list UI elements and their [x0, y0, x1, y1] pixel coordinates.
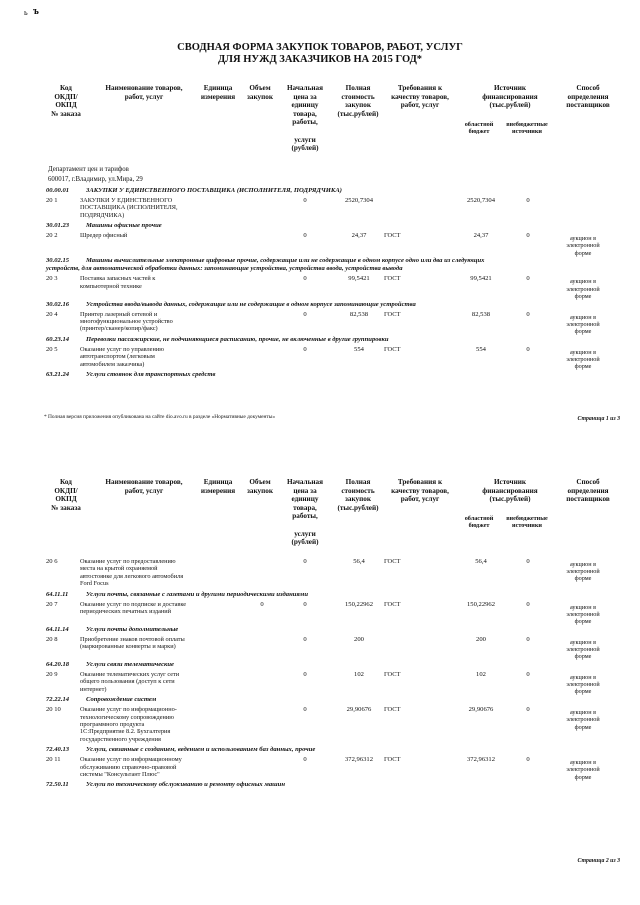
p2-item-name-line: обслуживанию справочно-правовой — [80, 763, 177, 771]
department-name — [48, 165, 248, 185]
p1-total: 2520,7304 — [344, 197, 374, 204]
p2-item-name-line: общего пользования (доступ к сети — [80, 678, 175, 686]
p1-col-method-line: определения — [567, 92, 609, 101]
p2-total: 200 — [354, 635, 364, 643]
p1-col-volume-line: закупок — [247, 92, 273, 101]
p1-col-method-line: поставщиков — [566, 101, 610, 110]
p2-col-method-line: Способ — [576, 478, 600, 486]
p2-order-number: 20 11 — [46, 756, 61, 764]
p2-col-name-line: работ, услуг — [124, 486, 164, 495]
p1-procurement-method-line: электронной — [566, 356, 600, 363]
p2-col-requirements — [384, 478, 456, 504]
p1-start-price: 0 — [303, 232, 307, 240]
p1-col-source-extra — [498, 121, 556, 135]
p1-col-total-line: закупок — [345, 101, 371, 110]
p1-regional-budget: 554 — [476, 345, 486, 353]
p2-procurement-method-line: электронной — [566, 716, 600, 724]
p1-section-title: Перевозки пассажирские, не подчиняющиеся расписанию, прочие, не включенные в другие группировки — [86, 335, 389, 343]
p1-okpd-code: 30.02.16 — [46, 300, 70, 308]
p2-item-name-line: Оказание услуг по предоставлению — [80, 558, 176, 565]
p2-item-name-line: технологическому сопровождению — [80, 713, 175, 721]
p2-order-number: 20 8 — [46, 635, 58, 643]
p2-col-volume-line: закупок — [247, 486, 273, 495]
p2-col-start-price-line: услуги — [294, 529, 316, 538]
p1-procurement-method — [553, 349, 613, 371]
p2-procurement-method-line: электронной — [566, 646, 600, 653]
p2-col-source-line: финансирования — [482, 486, 538, 495]
p1-procurement-method-line: электронной — [566, 285, 600, 293]
p1-extra-budget: 0 — [526, 345, 530, 353]
p2-okpd-code: 72.50.11 — [46, 781, 69, 789]
p1-item-name-line: (принтер/сканер/копир/факс) — [80, 325, 158, 333]
p1-procurement-method-line: аукцион в — [569, 348, 597, 356]
p1-col-source-regional — [459, 121, 499, 135]
department-name-line: 600017, г.Владимир, ул.Мира, 29 — [48, 176, 143, 183]
p2-okpd-code: 72.22.14 — [46, 696, 70, 704]
p2-procurement-method — [553, 561, 613, 583]
p1-total: 82,538 — [349, 310, 369, 318]
p2-order-number: 20 6 — [46, 558, 58, 565]
p2-item-name — [80, 671, 198, 693]
p2-item-name-line: государственного учреждения — [80, 735, 161, 743]
p1-col-method-line: Способ — [576, 84, 600, 92]
p2-col-method — [557, 478, 619, 504]
p1-col-code-line: № заказа — [51, 109, 81, 118]
p2-col-start-price — [280, 478, 330, 547]
p2-regional-budget: 150,22962 — [466, 600, 496, 608]
p2-extra-budget: 0 — [526, 706, 530, 714]
p2-col-code — [40, 478, 92, 512]
p1-col-source-extra-line: внебюджетные — [506, 121, 548, 128]
p1-order-number: 20 1 — [46, 197, 58, 204]
p1-item-name-line: Принтер лазерный сетевой и — [80, 310, 158, 318]
p2-extra-budget: 0 — [526, 671, 530, 678]
p1-extra-budget: 0 — [526, 275, 530, 283]
p2-col-source — [458, 478, 562, 504]
p1-item-name — [80, 232, 198, 239]
p2-procurement-method — [553, 639, 613, 661]
p1-section-title: Машины вычислительные электронные цифровые прочие, содержащие или не содержащие в одном корпусе одно или два из следующих — [86, 257, 485, 265]
p1-item-name-line: Шредер офисный — [80, 232, 128, 240]
p1-col-requirements-line: качеству товаров, — [391, 92, 449, 101]
department-name-line: Департамент цен и тарифов — [48, 166, 129, 173]
p2-item-name-line: Ford Focus — [80, 580, 109, 588]
p2-col-requirements-line: работ, услуг — [400, 495, 440, 504]
p2-total: 29,90676 — [346, 706, 372, 714]
p2-col-source-extra-line: источники — [512, 522, 542, 529]
p2-regional-budget: 372,96312 — [466, 756, 496, 764]
footnote: * Полная версия приложения опубликована на сайте dio.avo.ru в разделе «Нормативные документы» — [44, 414, 276, 420]
p2-procurement-method-line: форме — [574, 723, 592, 731]
p2-col-name — [92, 478, 196, 495]
p2-item-name — [80, 558, 198, 588]
p1-requirement: ГОСТ — [384, 345, 401, 353]
p1-regional-budget: 2520,7304 — [466, 197, 496, 204]
p2-col-start-price-line: (рублей) — [291, 538, 319, 547]
p1-procurement-method-line: аукцион в — [569, 235, 597, 243]
p1-col-start-price-line: работы, — [292, 118, 318, 127]
p1-item-name-line: многофункциональное устройство — [80, 318, 173, 325]
p2-procurement-method-line: электронной — [566, 610, 600, 618]
p2-extra-budget: 0 — [526, 600, 530, 608]
page-number: Страница 1 из 3 — [577, 416, 620, 422]
p1-col-name-line: Наименование товаров, — [105, 84, 183, 92]
p1-item-name-line: Поставка запасных частей к — [80, 275, 156, 283]
p2-section-title: Услуги почты дополнительные — [86, 625, 179, 633]
p1-okpd-code: 60.23.14 — [46, 335, 70, 343]
p2-item-name-line: 1С:Предприятие 8.2. Бухгалтерия — [80, 728, 171, 736]
p1-col-source-line: (тыс.рублей) — [489, 101, 531, 110]
p1-section-title: устройств, для автоматической обработки данных: запоминающие устройства, устройства ввода, устройства вывода — [46, 265, 403, 273]
p1-procurement-method-line: аукцион в — [569, 278, 597, 286]
p1-extra-budget: 0 — [526, 232, 530, 240]
p1-extra-budget: 0 — [526, 310, 530, 318]
p1-procurement-method — [553, 314, 613, 336]
p1-start-price: 0 — [303, 275, 307, 283]
p2-item-name-line: Оказание услуг по подписке и доставке — [80, 600, 187, 608]
p2-procurement-method-line: аукцион в — [569, 759, 597, 767]
p2-okpd-code: 72.40.13 — [46, 746, 70, 754]
p1-item-name — [80, 275, 198, 290]
p2-requirement: ГОСТ — [384, 756, 401, 764]
p1-item-name-line: компьютерной технике — [80, 282, 142, 290]
p1-item-name — [80, 346, 198, 368]
p2-procurement-method-line: электронной — [566, 568, 600, 576]
p2-col-total-line: закупок — [345, 495, 371, 504]
p2-col-total-line: Полная — [345, 478, 371, 486]
p1-item-name-line: ПОДРЯДЧИКА) — [80, 211, 125, 219]
p2-requirement: ГОСТ — [384, 558, 401, 565]
p2-procurement-method-line: форме — [574, 575, 592, 583]
p1-col-start-price-line: единицу — [291, 101, 319, 110]
p2-section-title: Услуги по техническому обслуживанию и ремонту офисных машин — [86, 781, 285, 789]
p2-start-price: 0 — [303, 706, 307, 714]
p1-regional-budget: 99,5421 — [470, 275, 492, 283]
p2-procurement-method-line: аукцион в — [569, 603, 597, 611]
p1-col-volume-line: Объем — [249, 84, 271, 92]
p1-col-source-regional-line: бюджет — [468, 128, 490, 135]
p2-item-name-line: Оказание услуг по информационному — [80, 756, 182, 764]
p1-item-name-line: ЗАКУПКИ У ЕДИНСТВЕННОГО — [80, 197, 173, 204]
p1-col-start-price-line: цена за — [293, 92, 317, 101]
p1-order-number: 20 2 — [46, 232, 58, 240]
p1-col-start-price-line: услуги — [294, 135, 316, 144]
p2-total: 150,22962 — [344, 600, 374, 608]
p1-col-requirements-line: Требования к — [397, 84, 443, 92]
p2-col-requirements-line: Требования к — [397, 478, 443, 486]
p1-item-name — [80, 311, 198, 333]
p2-okpd-code: 64.20.18 — [46, 661, 70, 668]
p2-section-title: Сопровождение систем — [86, 696, 157, 704]
p2-col-unit — [198, 478, 238, 495]
p2-procurement-method-line: аукцион в — [569, 674, 597, 681]
p1-requirement: ГОСТ — [384, 275, 401, 283]
p2-requirement: ГОСТ — [384, 671, 401, 678]
p1-col-name — [92, 84, 196, 101]
p1-col-code-line: ОКПД — [55, 101, 77, 110]
p1-procurement-method-line: форме — [574, 363, 592, 371]
p2-regional-budget: 102 — [476, 671, 486, 678]
p1-procurement-method-line: форме — [574, 249, 592, 257]
p2-order-number: 20 9 — [46, 671, 58, 678]
p2-col-source-regional-line: бюджет — [468, 522, 490, 529]
p2-item-name-line: периодических печатных изданий — [80, 608, 172, 615]
p1-total: 24,37 — [351, 232, 367, 240]
p2-col-code-line: Код — [60, 478, 72, 486]
p2-okpd-code: 64.11.14 — [46, 625, 69, 633]
p2-col-unit-line: Единица — [203, 478, 233, 486]
p2-col-volume-line: Объем — [249, 478, 271, 486]
p1-col-code-line: ОКДП/ — [54, 92, 78, 101]
p1-item-name-line: автомобилем заказчика) — [80, 360, 145, 368]
p2-col-start-price-line: единицу — [291, 495, 319, 504]
p2-item-name-line: автостоянке для легкового автомобиля — [80, 572, 184, 580]
p1-section-title: Устройства ввода/вывода данных, содержащие или не содержащие в одном корпусе запоминающие устройства — [86, 300, 416, 308]
p2-regional-budget: 29,90676 — [468, 706, 494, 714]
p2-item-name-line: системы "Консультант Плюс" — [80, 771, 160, 778]
p1-col-start-price — [280, 84, 330, 153]
p2-procurement-method-line: форме — [574, 618, 592, 625]
p1-procurement-method-line: форме — [574, 328, 592, 335]
document-title-line: СВОДНАЯ ФОРМА ЗАКУПОК ТОВАРОВ, РАБОТ, УСЛУГ — [177, 42, 463, 53]
p2-col-source-extra — [498, 515, 556, 529]
p2-col-method-line: определения — [567, 486, 609, 495]
p2-item-name-line: Приобретение знаков почтовой оплаты — [80, 635, 185, 643]
p2-col-code-line: ОКДП/ — [54, 486, 78, 495]
p1-col-start-price-line: товара, — [293, 109, 317, 118]
p1-item-name-line: ПОСТАВЩИКА (ИСПОЛНИТЕЛЯ, — [80, 204, 178, 212]
p2-requirement: ГОСТ — [384, 706, 401, 714]
p1-okpd-code: 30.01.23 — [46, 222, 70, 230]
p1-col-source-line: финансирования — [482, 92, 538, 101]
p2-item-name-line: интернет) — [80, 685, 107, 693]
p2-extra-budget: 0 — [526, 635, 530, 643]
p2-col-start-price-line: цена за — [293, 486, 317, 495]
corner-mark: ь — [24, 8, 28, 17]
p2-start-price: 0 — [303, 600, 307, 608]
p1-procurement-method — [553, 278, 613, 300]
p2-procurement-method-line: электронной — [566, 766, 600, 774]
p2-procurement-method-line: аукцион в — [569, 709, 597, 717]
p2-procurement-method-line: аукцион в — [569, 561, 597, 568]
p2-extra-budget: 0 — [526, 558, 530, 565]
p1-col-total-line: стоимость — [341, 92, 375, 101]
p2-col-name-line: Наименование товаров, — [105, 478, 183, 486]
p2-order-number: 20 7 — [46, 600, 58, 608]
p2-col-total-line: (тыс.рублей) — [337, 503, 379, 512]
p1-order-number: 20 4 — [46, 310, 58, 318]
p2-unit-value: 0 — [260, 600, 264, 608]
p2-item-name — [80, 636, 198, 651]
p2-col-start-price-line — [280, 521, 330, 530]
p1-start-price: 0 — [303, 197, 307, 204]
p1-col-unit — [198, 84, 238, 101]
p1-col-start-price-line — [280, 127, 330, 136]
p1-procurement-method-line: электронной — [566, 242, 600, 250]
document-title — [0, 42, 640, 66]
p2-procurement-method-line: форме — [574, 773, 592, 781]
p2-col-code-line: № заказа — [51, 503, 81, 512]
p1-requirement: ГОСТ — [384, 310, 401, 318]
p2-col-source-regional — [459, 515, 499, 529]
p2-item-name-line: программного продукта — [80, 721, 145, 728]
p2-procurement-method-line: электронной — [566, 681, 600, 689]
p2-start-price: 0 — [303, 671, 307, 678]
p2-col-requirements-line: качеству товаров, — [391, 486, 449, 495]
p2-col-source-line: (тыс.рублей) — [489, 495, 531, 504]
p2-col-total — [334, 478, 382, 512]
p2-procurement-method — [553, 674, 613, 696]
p1-extra-budget: 0 — [526, 197, 530, 204]
p1-procurement-method-line: электронной — [566, 320, 600, 328]
p2-col-start-price-line: Начальная — [286, 478, 324, 486]
p2-regional-budget: 200 — [476, 635, 486, 643]
document-title-line: ДЛЯ НУЖД ЗАКАЗЧИКОВ НА 2015 ГОД* — [217, 54, 423, 65]
p2-item-name — [80, 706, 198, 743]
p2-procurement-method-line: форме — [574, 653, 592, 661]
p1-section-title: Машины офисные прочие — [86, 222, 162, 230]
p2-item-name-line: Оказание телематических услуг сети — [80, 671, 180, 678]
p1-col-unit-line: измерения — [200, 92, 236, 101]
page-number: Страница 2 из 3 — [577, 858, 620, 864]
p1-col-volume — [243, 84, 277, 101]
p1-total: 99,5421 — [348, 275, 370, 283]
p2-section-title: Услуги, связанные с созданием, ведением и использованием баз данных, прочие — [86, 746, 316, 754]
p2-requirement: ГОСТ — [384, 600, 401, 608]
corner-mark: ъ — [33, 6, 39, 17]
p1-requirement: ГОСТ — [384, 232, 401, 240]
p2-start-price: 0 — [303, 558, 307, 565]
p1-col-method — [557, 84, 619, 110]
p2-procurement-method-line: аукцион в — [569, 638, 597, 646]
p1-start-price: 0 — [303, 310, 307, 318]
p2-col-method-line: поставщиков — [566, 495, 610, 504]
p1-col-total — [334, 84, 382, 118]
p1-col-source — [458, 84, 562, 110]
p2-total: 56,4 — [353, 558, 365, 565]
p1-section-title: Услуги стоянок для транспортных средств — [86, 371, 216, 378]
p2-procurement-method-line: форме — [574, 688, 592, 696]
p2-item-name-line: Оказание услуг по информационно- — [80, 706, 177, 714]
p1-col-start-price-line: Начальная — [286, 84, 324, 92]
p1-col-requirements — [384, 84, 456, 110]
p1-okpd-code: 63.21.24 — [46, 371, 70, 378]
p1-regional-budget: 24,37 — [473, 232, 489, 240]
p1-procurement-method — [553, 235, 613, 257]
p1-col-source-regional-line: областной — [464, 121, 494, 128]
p2-section-title: Услуги почты, связанные с газетами и другими периодическими изданиями — [86, 590, 308, 598]
p1-total: 554 — [354, 345, 364, 353]
p2-col-total-line: стоимость — [341, 486, 375, 495]
p2-item-name-line: места на крытой охраняемой — [80, 565, 158, 573]
p2-total: 372,96312 — [344, 756, 374, 764]
p1-start-price: 0 — [303, 345, 307, 353]
p2-section-title: Услуги связи телематические — [86, 661, 174, 668]
p1-col-code — [40, 84, 92, 118]
p1-order-number: 20 5 — [46, 345, 58, 353]
p2-regional-budget: 56,4 — [475, 558, 487, 565]
p1-col-code-line: Код — [60, 84, 72, 92]
p1-item-name-line: Оказание услуг по управлению — [80, 345, 164, 353]
p1-procurement-method-line: аукцион в — [569, 313, 597, 321]
p1-item-name — [80, 197, 198, 219]
p1-col-unit-line: Единица — [203, 84, 233, 92]
p2-start-price: 0 — [303, 635, 307, 643]
p1-procurement-method-line: форме — [574, 292, 592, 300]
p1-item-name-line: автотранспортом (легковым — [80, 353, 155, 361]
p2-col-source-line: Источник — [493, 478, 527, 486]
p1-col-requirements-line: работ, услуг — [400, 101, 440, 110]
p2-procurement-method — [553, 604, 613, 626]
p1-okpd-code: 00.00.01 — [46, 187, 70, 194]
p2-col-start-price-line: товара, — [293, 503, 317, 512]
p2-procurement-method — [553, 709, 613, 731]
p1-col-name-line: работ, услуг — [124, 92, 164, 101]
p1-col-total-line: (тыс.рублей) — [337, 109, 379, 118]
p2-item-name-line: (маркированные конверты и марки) — [80, 643, 176, 651]
p2-extra-budget: 0 — [526, 756, 530, 764]
p2-col-start-price-line: работы, — [292, 512, 318, 521]
p2-total: 102 — [354, 671, 364, 678]
p2-procurement-method — [553, 759, 613, 781]
p1-col-source-extra-line: источники — [512, 128, 542, 135]
p1-col-total-line: Полная — [345, 84, 371, 92]
p1-okpd-code: 30.02.15 — [46, 257, 70, 265]
p2-okpd-code: 64.11.11 — [46, 590, 69, 598]
p2-col-source-extra-line: внебюджетные — [506, 515, 548, 522]
p1-col-source-line: Источник — [493, 84, 527, 92]
p2-col-volume — [243, 478, 277, 495]
p2-order-number: 20 10 — [46, 706, 61, 714]
p1-regional-budget: 82,538 — [471, 310, 491, 318]
p1-col-start-price-line: (рублей) — [291, 144, 319, 153]
p1-order-number: 20 3 — [46, 275, 58, 283]
p2-col-source-regional-line: областной — [464, 515, 494, 522]
p2-item-name — [80, 756, 198, 778]
p2-col-code-line: ОКПД — [55, 495, 77, 504]
p2-start-price: 0 — [303, 756, 307, 764]
p2-col-unit-line: измерения — [200, 486, 236, 495]
p1-section-title: ЗАКУПКИ У ЕДИНСТВЕННОГО ПОСТАВЩИКА (ИСПОЛНИТЕЛЯ, ПОДРЯДЧИКА) — [86, 187, 342, 194]
p2-item-name — [80, 601, 198, 616]
